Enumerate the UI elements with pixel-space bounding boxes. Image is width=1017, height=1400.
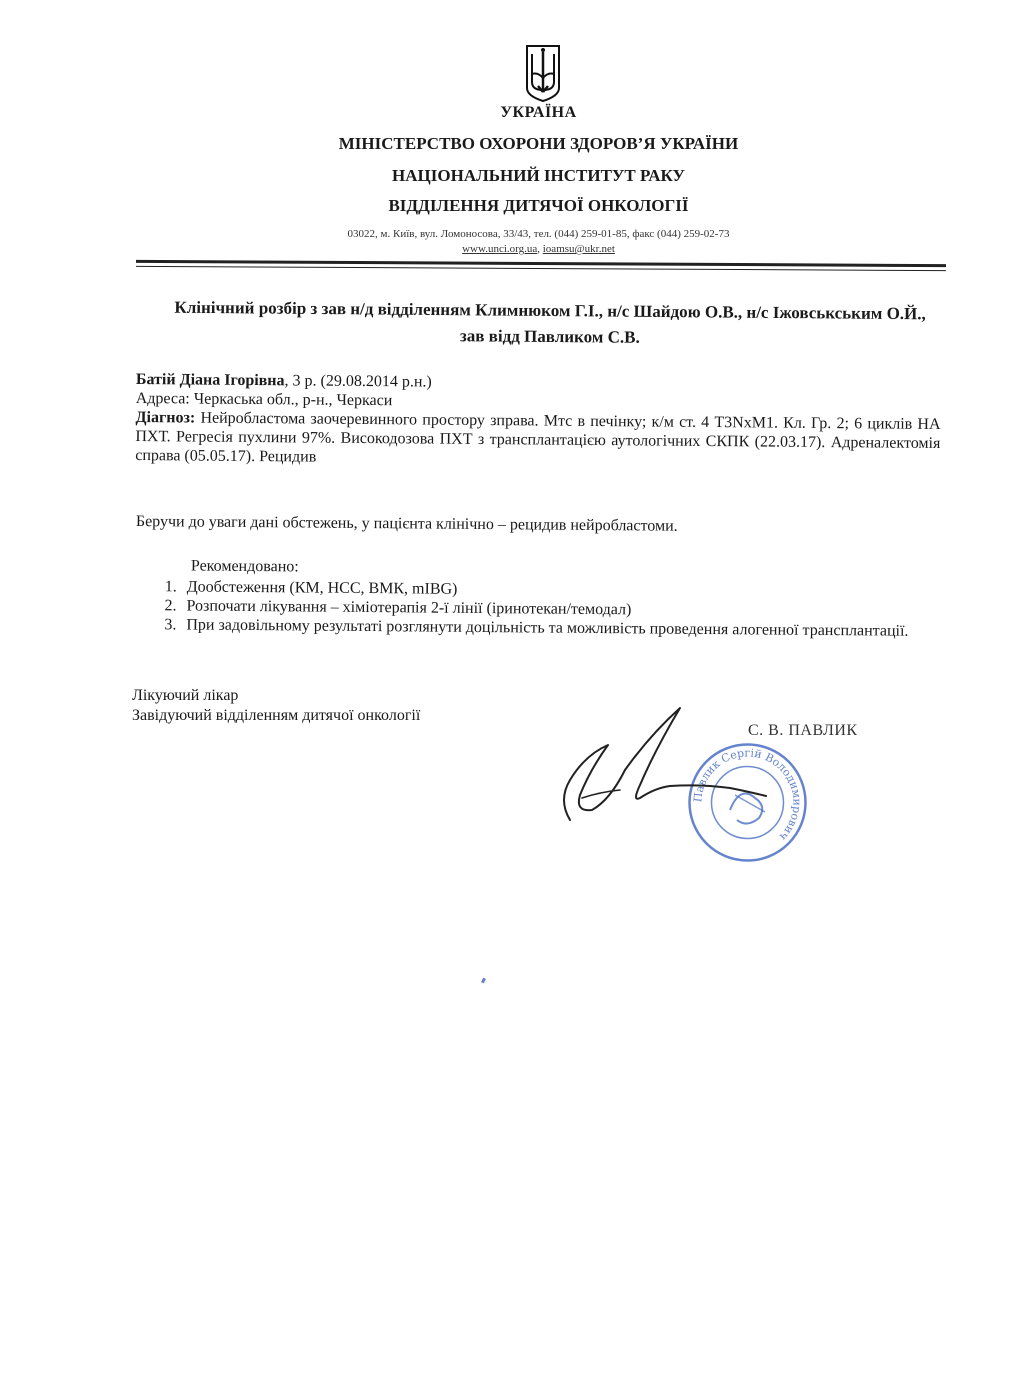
diagnosis-label: Діагноз: bbox=[135, 408, 196, 427]
head-label: Завідуючий відділенням дитячої онкології bbox=[132, 707, 421, 724]
recommendations-list bbox=[135, 577, 940, 641]
ink-mark bbox=[481, 978, 486, 984]
country-heading: УКРАЇНА bbox=[500, 104, 577, 121]
handwritten-signature bbox=[530, 700, 770, 830]
recommendation-item: 2. Розпочати лікування – хіміотерапія 2-ї лінії (іринотекан/темодал) bbox=[180, 596, 940, 622]
email-link[interactable]: ioamsu@ukr.net bbox=[542, 243, 615, 255]
seal-text: Павлик Сергій Володимирович bbox=[691, 746, 804, 844]
header-divider-thin bbox=[136, 266, 946, 271]
trident-icon bbox=[524, 44, 562, 102]
patient-address: Адреса: Черкаська обл., р-н., Черкаси bbox=[135, 389, 393, 410]
doctor-label: Лікуючий лікар bbox=[132, 687, 239, 704]
recommendation-item: 3. При задовільному результаті розглянути доцільність та можливість проведення алогенної трансплантації. bbox=[180, 615, 940, 641]
patient-age: , 3 р. (29.08.2014 р.н.) bbox=[284, 372, 432, 391]
signer-name: С. В. ПАВЛИК bbox=[748, 722, 858, 739]
institute-heading: НАЦІОНАЛЬНИЙ ІНСТИТУТ РАКУ bbox=[392, 166, 685, 185]
document-title: Клінічний розбір з зав н/д відділенням Климнюком Г.І., н/с Шайдою О.В., н/с Іжовськським О.Й., зав відд Павликом С.В. bbox=[174, 297, 926, 347]
recommendations-label: Рекомендовано: bbox=[190, 557, 299, 576]
diagnosis-text: Нейробластома заочеревинного простору зправа. Мтс в печінку; к/м ст. 4 T3NxM1. Кл. Гр. 2; 6 циклів НА ПХТ. Регресія пухлини 97%. Високодозова ПХТ з трансплантацією аутологічних СКПК (22.03.17). Адреналектомія справа (05.05.17). Рецидив bbox=[135, 409, 941, 466]
recommendation-item: 1. Дообстеження (КМ, НСС, ВМК, mIBG) bbox=[181, 577, 941, 603]
department-heading: ВІДДІЛЕННЯ ДИТЯЧОЇ ОНКОЛОГІЇ bbox=[388, 196, 689, 215]
institution-address: 03022, м. Київ, вул. Ломоносова, 33/43, тел. (044) 259-01-85, факс (044) 259-02-73 bbox=[347, 228, 730, 240]
recommendations bbox=[135, 556, 941, 641]
conclusion: Беручи до уваги дані обстежень, у пацієнта клінічно – рецидив нейробластоми. bbox=[135, 512, 678, 535]
diagnosis bbox=[135, 408, 940, 472]
ministry-heading: МІНІСТЕРСТВО ОХОРОНИ ЗДОРОВ’Я УКРАЇНИ bbox=[338, 134, 739, 153]
signature-labels bbox=[132, 686, 420, 726]
contact-links: www.unci.org.ua, ioamsu@ukr.net bbox=[462, 243, 615, 255]
patient-info bbox=[135, 370, 941, 472]
patient-name: Батій Діана Ігорівна bbox=[135, 370, 285, 390]
website-link[interactable]: www.unci.org.ua bbox=[462, 243, 538, 255]
